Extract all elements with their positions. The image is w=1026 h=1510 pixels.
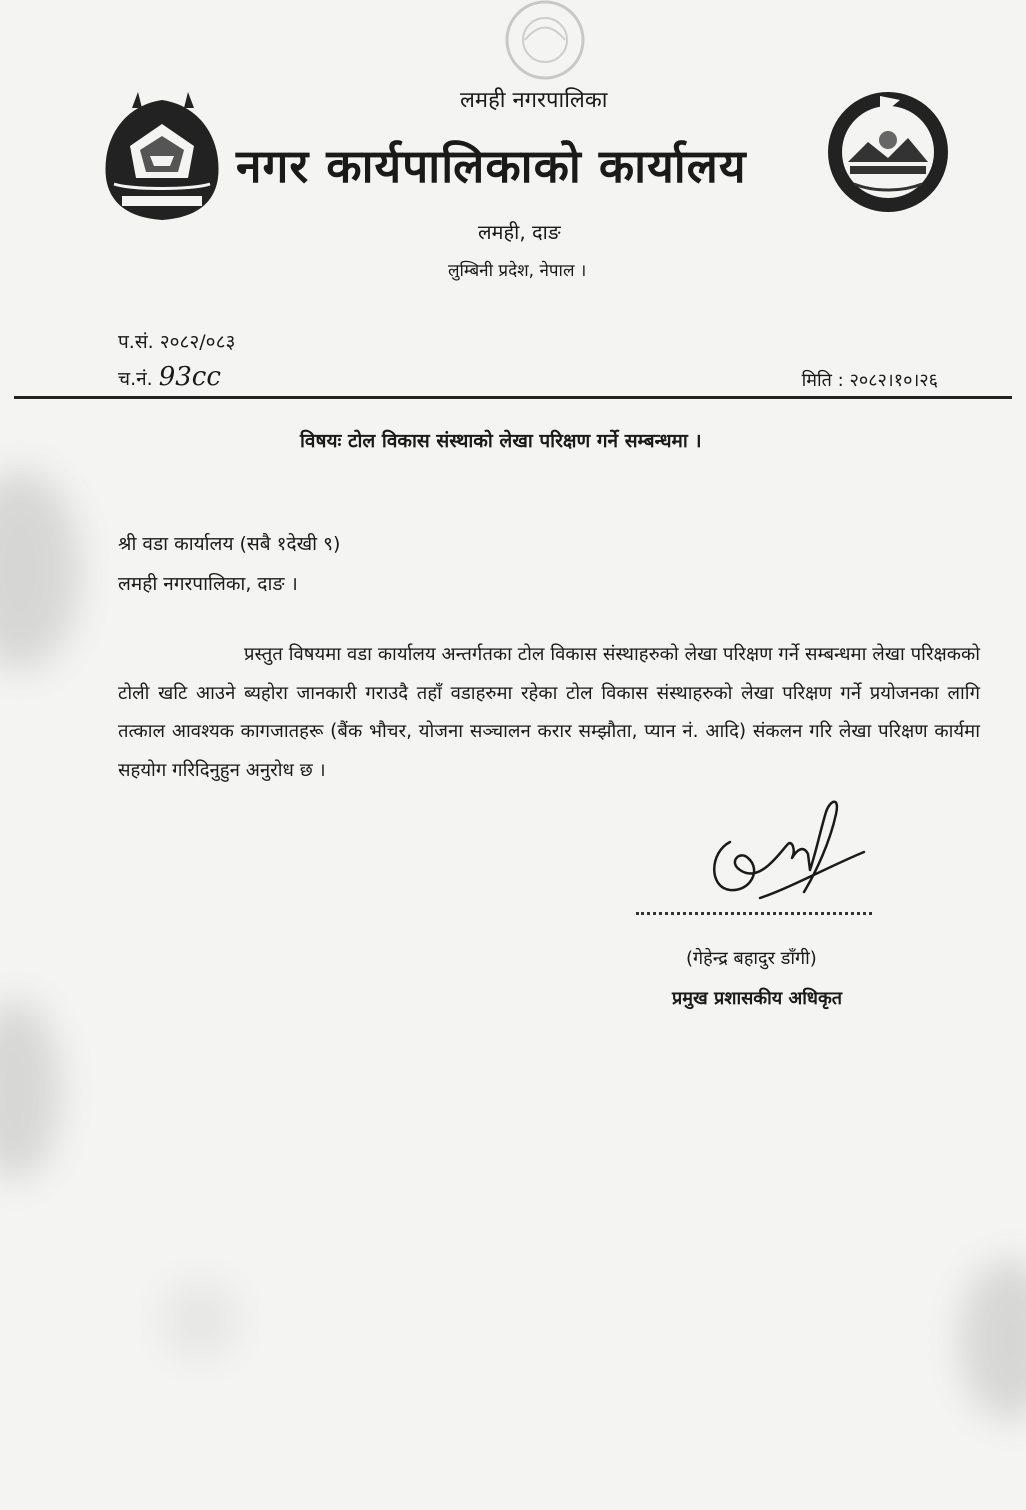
office-city: लमही, दाङ: [478, 220, 561, 244]
signatory-name: (गेहेन्द्र बहादुर डाँगी): [686, 948, 817, 969]
dispatch-number: [118, 362, 221, 392]
scan-smudge: [160, 1280, 240, 1360]
faint-seal-icon: [490, 0, 600, 95]
letter-body: [118, 636, 980, 790]
signature-icon: [700, 792, 870, 910]
date-value: २०८२।१०।२६: [849, 370, 938, 391]
date-label: मिति :: [801, 370, 844, 391]
scan-smudge: [960, 1260, 1026, 1420]
scan-smudge: [0, 1000, 60, 1180]
letter-subject: विषयः टोल विकास संस्थाको लेखा परिक्षण गर्ने सम्बन्धमा ।: [300, 430, 702, 452]
signature-line: [636, 912, 872, 915]
cn-label: च.नं.: [118, 368, 153, 390]
municipality-logo-icon: [824, 88, 952, 216]
office-province: लुम्बिनी प्रदेश, नेपाल ।: [448, 261, 587, 281]
header-divider: [14, 396, 1012, 399]
body-paragraph: प्रस्तुत विषयमा वडा कार्यालय अन्तर्गतका टोल विकास संस्थाहरुको लेखा परिक्षण गर्ने सम्बन्धमा लेखा परिक्षकको टोली खटि आउने ब्यहोरा जानकारी गराउदै तहाँ वडाहरुमा रहेका टोल विकास संस्थाहरुको लेखा परिक्षण गर्ने प्रयोजनका लागि तत्काल आवश्यक कागजातहरू (बैंक भौचर, योजना सञ्चालन करार सम्झौता, प्यान नं. आदि) संकलन गरि लेखा परिक्षण कार्यमा सहयोग गरिदिनुहुन अनुरोध छ ।: [118, 644, 980, 781]
municipality-name-small: लमही नगरपालिका: [460, 88, 608, 113]
ps-label: प.सं.: [118, 331, 154, 353]
ps-value: २०८२/०८३: [159, 331, 236, 353]
letter-date: [802, 368, 938, 392]
recipient-line-2: लमही नगरपालिका, दाङ ।: [118, 573, 298, 595]
cn-value: 93cc: [158, 362, 221, 392]
scan-smudge: [0, 470, 80, 670]
office-title: नगर कार्यपालिकाको कार्यालय: [236, 139, 747, 193]
fiscal-year-reference: [118, 328, 235, 354]
signatory-title: प्रमुख प्रशासकीय अधिकृत: [672, 988, 843, 1009]
nepal-emblem-icon: [92, 86, 232, 226]
recipient-line-1: श्री वडा कार्यालय (सबै १देखी ९): [118, 533, 341, 555]
